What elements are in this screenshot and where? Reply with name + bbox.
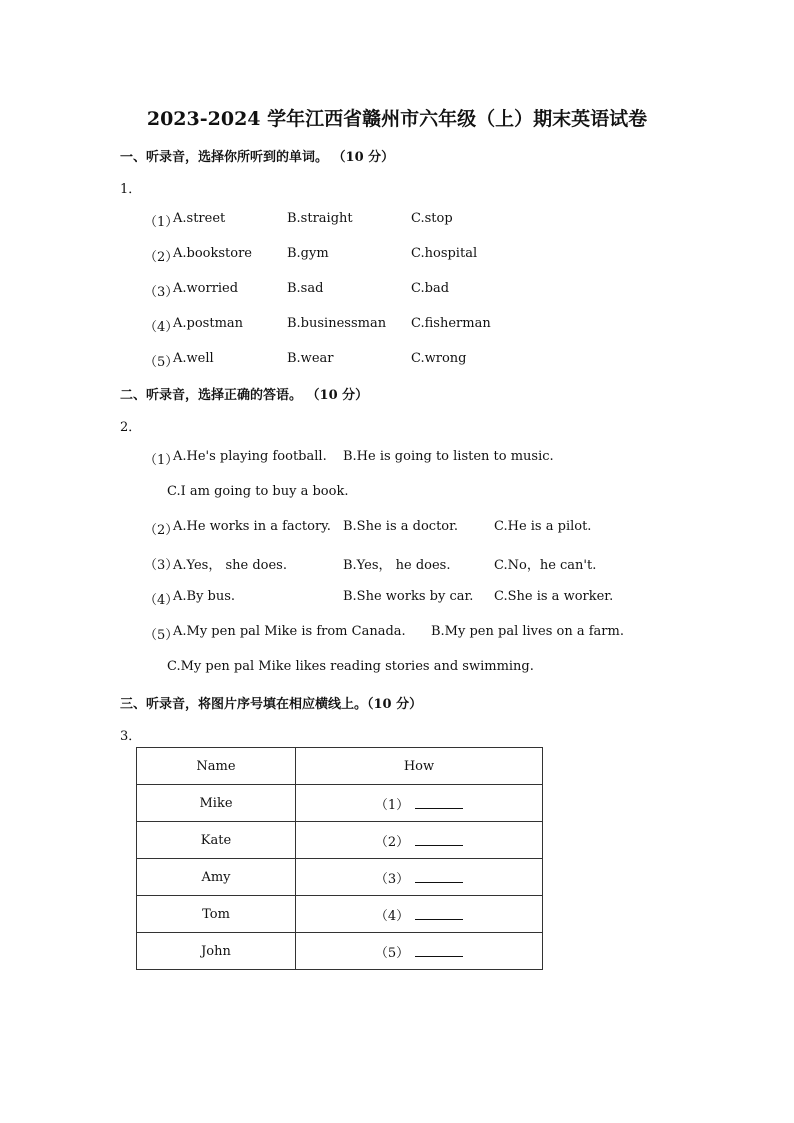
slot-number: （3） <box>374 871 410 887</box>
student-name: Tom <box>137 896 296 933</box>
answer-cell <box>296 896 543 933</box>
option-a[interactable]: A.street <box>173 211 226 226</box>
option-c[interactable]: C.She is a worker. <box>494 589 614 604</box>
column-header-name: Name <box>137 748 296 785</box>
section-heading-3: 三、听录音，将图片序号填在相应横线上。（10 分） <box>120 697 423 712</box>
option-c[interactable]: C.bad <box>411 281 450 296</box>
table-row <box>137 859 543 896</box>
item-number: （4） <box>144 593 179 608</box>
answer-blank[interactable] <box>415 944 463 957</box>
option-b[interactable]: B.sad <box>287 281 324 296</box>
student-name: Amy <box>137 859 296 896</box>
answer-blank[interactable] <box>415 870 463 883</box>
option-a[interactable]: A.He's playing football. <box>173 449 327 464</box>
option-a[interactable]: A.Yes， she does. <box>173 558 287 573</box>
section-heading-2: 二、听录音，选择正确的答语。 （10 分） <box>120 388 369 403</box>
option-b[interactable]: B.She works by car. <box>343 589 474 604</box>
student-name: Mike <box>137 785 296 822</box>
option-c[interactable]: C.stop <box>411 211 453 226</box>
table-row <box>137 822 543 859</box>
option-b[interactable]: B.businessman <box>287 316 387 331</box>
item-number: （4） <box>144 320 179 335</box>
question-number-3: 3． <box>120 729 142 744</box>
answer-cell <box>296 822 543 859</box>
option-c[interactable]: C.hospital <box>411 246 478 261</box>
item-number: （1） <box>144 453 179 468</box>
answer-cell <box>296 859 543 896</box>
option-b[interactable]: B.straight <box>287 211 353 226</box>
answer-cell <box>296 933 543 970</box>
item-number: （3） <box>144 558 179 573</box>
student-name: Kate <box>137 822 296 859</box>
answer-blank[interactable] <box>415 907 463 920</box>
question-number-1: 1． <box>120 182 142 197</box>
item-number: （1） <box>144 215 179 230</box>
table-row <box>137 933 543 970</box>
table-header-row <box>137 748 543 785</box>
option-b[interactable]: B.wear <box>287 351 334 366</box>
option-c[interactable]: C.wrong <box>411 351 467 366</box>
page-title: 2023-2024 学年江西省赣州市六年级（上）期末英语试卷 <box>146 108 648 130</box>
option-c[interactable]: C.He is a pilot. <box>494 519 592 534</box>
option-a[interactable]: A.My pen pal Mike is from Canada. <box>173 624 406 639</box>
option-a[interactable]: A.well <box>173 351 214 366</box>
option-b[interactable]: B.He is going to listen to music. <box>343 449 554 464</box>
item-number: （2） <box>144 523 179 538</box>
option-b[interactable]: B.gym <box>287 246 329 261</box>
answer-cell <box>296 785 543 822</box>
column-header-how: How <box>296 748 543 785</box>
slot-number: （2） <box>374 834 410 850</box>
option-c[interactable]: C.fisherman <box>411 316 491 331</box>
option-c[interactable]: C.No，he can't. <box>494 558 597 573</box>
question-number-2: 2． <box>120 420 142 435</box>
option-c[interactable]: C.My pen pal Mike likes reading stories and swimming. <box>167 659 534 674</box>
option-c[interactable]: C.I am going to buy a book. <box>167 484 349 499</box>
item-number: （5） <box>144 628 179 643</box>
item-number: （5） <box>144 355 179 370</box>
section-heading-1: 一、听录音，选择你所听到的单词。 （10 分） <box>120 150 395 165</box>
item-number: （3） <box>144 285 179 300</box>
option-b[interactable]: B.My pen pal lives on a farm. <box>431 624 624 639</box>
answer-table <box>136 747 543 970</box>
option-a[interactable]: A.worried <box>173 281 239 296</box>
option-b[interactable]: B.She is a doctor. <box>343 519 459 534</box>
option-b[interactable]: B.Yes， he does. <box>343 558 451 573</box>
slot-number: （1） <box>374 797 410 813</box>
slot-number: （5） <box>374 945 410 961</box>
table-row <box>137 896 543 933</box>
option-a[interactable]: A.He works in a factory. <box>173 519 331 534</box>
option-a[interactable]: A.By bus. <box>173 589 236 604</box>
table-row <box>137 785 543 822</box>
slot-number: （4） <box>374 908 410 924</box>
option-a[interactable]: A.postman <box>173 316 244 331</box>
option-a[interactable]: A.bookstore <box>173 246 253 261</box>
student-name: John <box>137 933 296 970</box>
item-number: （2） <box>144 250 179 265</box>
answer-blank[interactable] <box>415 833 463 846</box>
answer-blank[interactable] <box>415 796 463 809</box>
